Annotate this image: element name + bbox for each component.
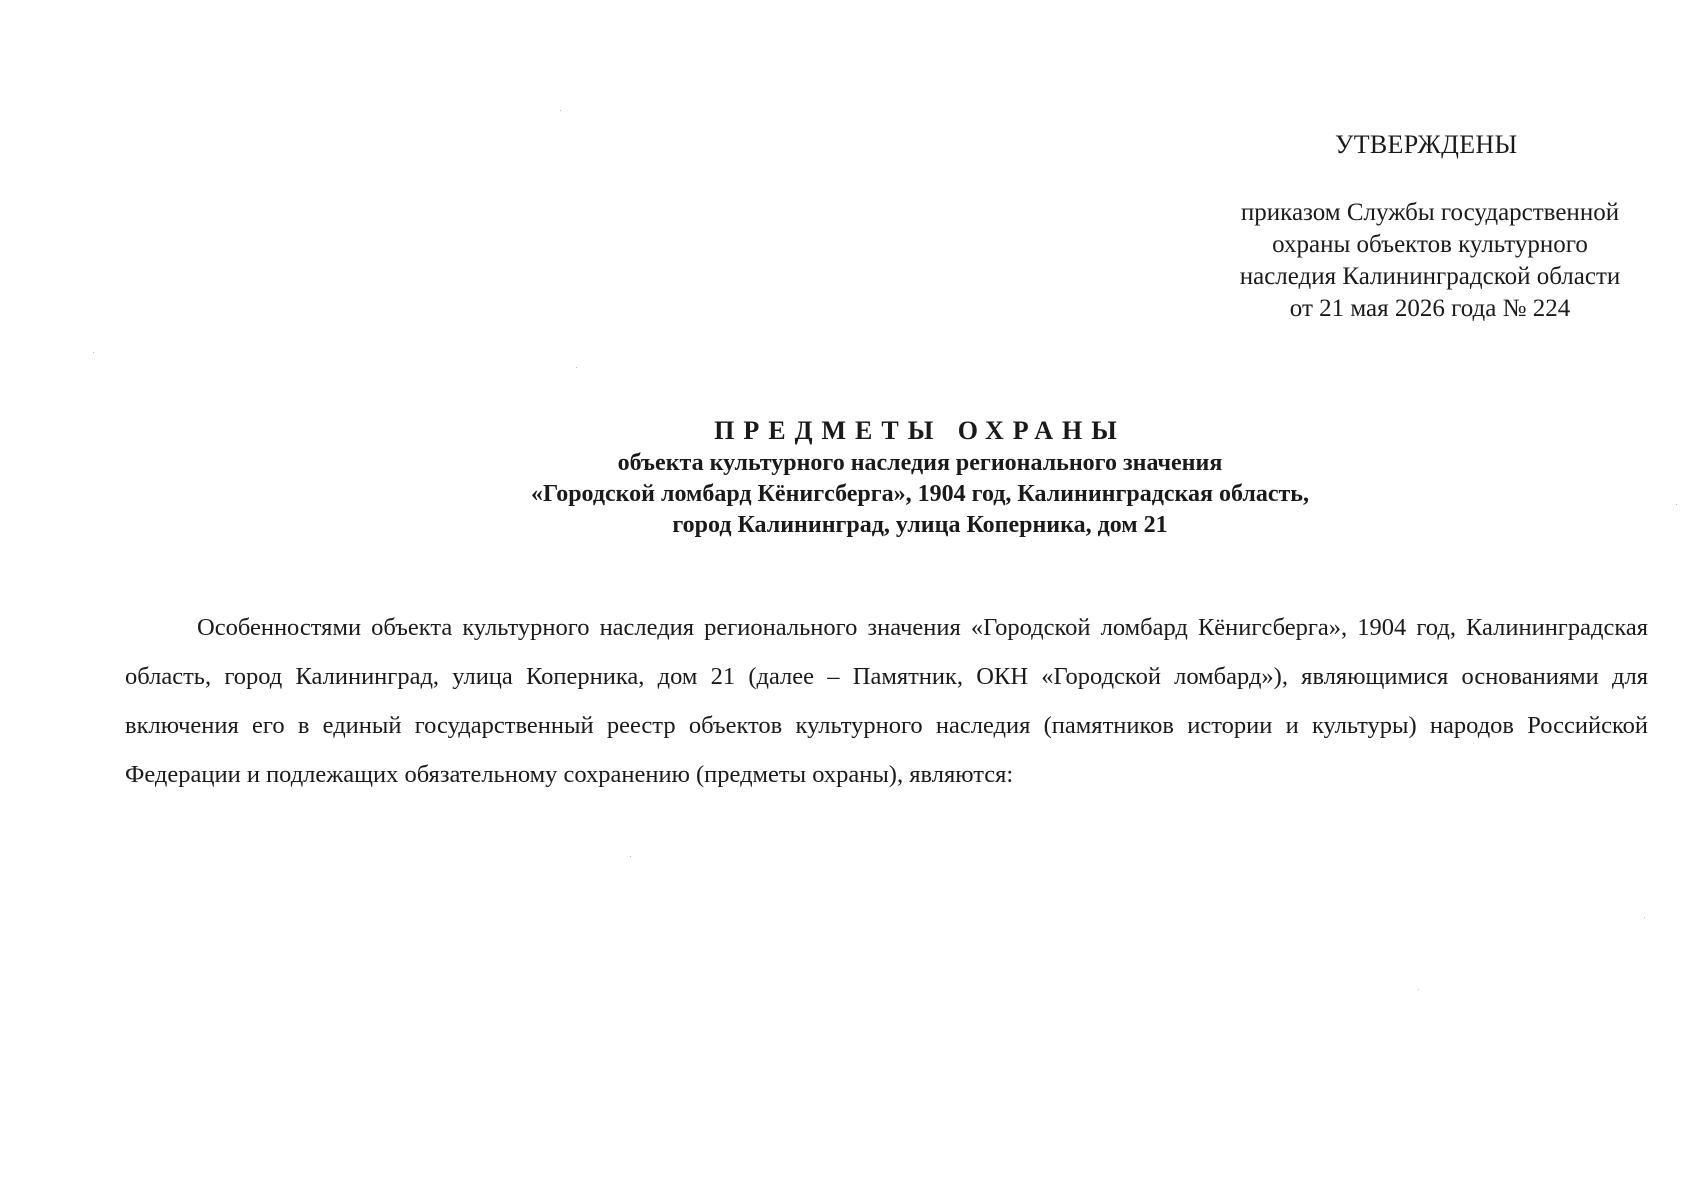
approval-line: наследия Калининградской области [1239, 263, 1621, 290]
approval-block [1180, 197, 1680, 325]
approval-order-date: от 21 мая 2026 года № 224 [1289, 295, 1571, 322]
scan-speck [1676, 504, 1677, 505]
document-title [100, 414, 1697, 541]
scan-speck [630, 856, 631, 857]
title-line: объекта культурного наследия регионального значения [617, 450, 1223, 476]
scan-speck [560, 110, 561, 111]
scan-speck [576, 367, 577, 368]
approval-line: приказом Службы государственной [1240, 199, 1620, 226]
scan-speck [1418, 989, 1419, 990]
title-line: город Калининград, улица Коперника, дом 21 [672, 512, 1168, 538]
scan-speck [93, 352, 94, 353]
title-line: «Городской ломбард Кёнигсберга», 1904 год, Калининградская область, [531, 481, 1309, 507]
approval-line: охраны объектов культурного [1272, 231, 1588, 258]
title-main: ПРЕДМЕТЫ ОХРАНЫ [714, 416, 1126, 445]
approval-heading: УТВЕРЖДЕНЫ [1335, 130, 1518, 159]
body-paragraph: Особенностями объекта культурного наследия регионального значения «Городской ломбард Кёнигсберга», 1904 год, Калининградская область, город Калининград, улица Коперника, дом 21 (далее – Памятник, ОКН «Городской ломбард»), являющимися основаниями для включения его в единый государственный реестр объектов культурного наследия (памятников истории и культуры) народов Российской Федерации и подлежащих обязательному сохранению (предметы охраны), являются: [125, 614, 1648, 788]
scan-speck [1644, 917, 1645, 918]
